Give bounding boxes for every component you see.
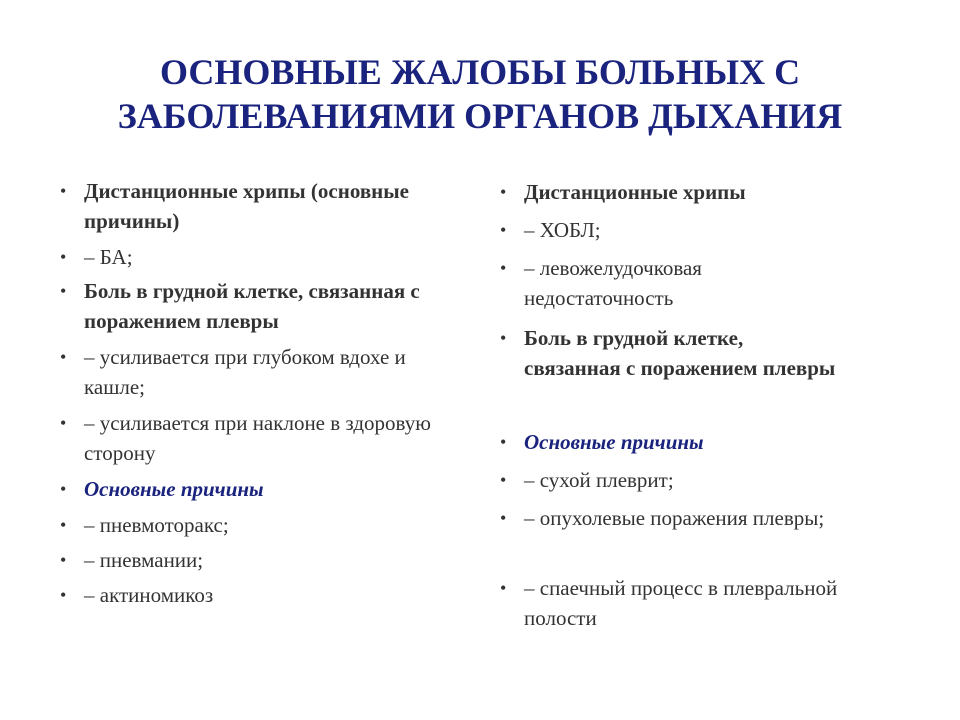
list-item — [60, 545, 470, 575]
list-item — [60, 242, 470, 272]
list-item — [60, 408, 470, 468]
bullet-icon: • — [500, 220, 507, 240]
bullet-icon: • — [60, 181, 67, 201]
list-item — [60, 176, 470, 236]
item-text: Основные причины — [524, 430, 704, 454]
list-item — [500, 177, 840, 207]
item-text: – опухолевые поражения плевры; — [524, 506, 825, 530]
bullet-icon: • — [60, 479, 67, 499]
list-item — [500, 465, 840, 495]
bullet-icon: • — [500, 470, 507, 490]
item-text: – актиномикоз — [84, 583, 214, 607]
bullet-icon: • — [500, 578, 507, 598]
title-line-1: ОСНОВНЫЕ ЖАЛОБЫ БОЛЬНЫХ С — [159, 52, 801, 92]
item-text: Дистанционные хрипы (основные причины) — [84, 179, 409, 233]
item-text: – БА; — [84, 245, 133, 269]
bullet-icon: • — [60, 347, 67, 367]
item-text: Боль в грудной клетке, связанная с поражением плевры — [84, 279, 420, 333]
bullet-icon: • — [60, 247, 67, 267]
list-item — [500, 573, 840, 633]
bullet-icon: • — [60, 550, 67, 570]
item-text: Боль в грудной клетке, связанная с поражением плевры — [524, 326, 836, 380]
list-item — [500, 503, 840, 533]
bullet-icon: • — [500, 258, 507, 278]
item-text: – ХОБЛ; — [524, 218, 601, 242]
item-text: – пневмании; — [84, 548, 204, 572]
slide-title — [60, 50, 900, 138]
bullet-icon: • — [500, 432, 507, 452]
bullet-icon: • — [500, 182, 507, 202]
item-text: – левожелудочковая недостаточность — [524, 256, 702, 310]
item-text: – пневмоторакс; — [84, 513, 229, 537]
item-text: – усиливается при наклоне в здоровую сторону — [84, 411, 431, 465]
list-item — [60, 276, 470, 336]
title-line-2: ЗАБОЛЕВАНИЯМИ ОРГАНОВ ДЫХАНИЯ — [117, 96, 843, 136]
item-text: – усиливается при глубоком вдохе и кашле; — [84, 345, 406, 399]
list-item — [500, 253, 840, 313]
item-text: Основные причины — [84, 477, 264, 501]
list-item — [60, 510, 470, 540]
item-text: – сухой плеврит; — [524, 468, 674, 492]
list-item — [500, 323, 840, 383]
bullet-icon: • — [60, 585, 67, 605]
bullet-icon: • — [500, 508, 507, 528]
bullet-icon: • — [500, 328, 507, 348]
bullet-icon: • — [60, 281, 67, 301]
list-item — [60, 474, 470, 504]
bullet-icon: • — [60, 413, 67, 433]
item-text: Дистанционные хрипы — [524, 180, 746, 204]
list-item — [60, 580, 470, 610]
bullet-icon: • — [60, 515, 67, 535]
item-text: – спаечный процесс в плевральной полости — [524, 576, 838, 630]
list-item — [500, 215, 840, 245]
list-item — [500, 427, 840, 457]
list-item — [60, 342, 470, 402]
